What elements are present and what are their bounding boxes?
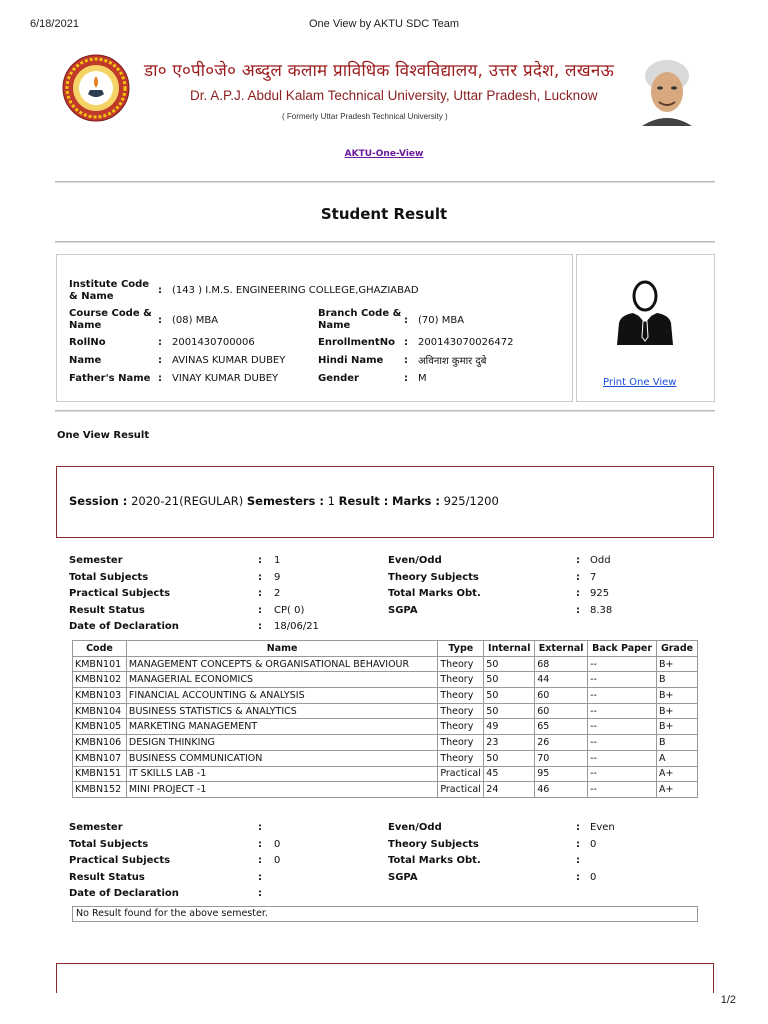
aktu-one-view-link-wrap (0, 149, 768, 159)
colon: : (258, 572, 262, 583)
institute-value: (143 ) I.M.S. ENGINEERING COLLEGE,GHAZIABAD (172, 285, 419, 296)
table-cell: KMBN151 (73, 766, 127, 782)
date-declaration-label: Date of Declaration (69, 621, 179, 632)
semester-label: Semester (69, 555, 123, 566)
university-name-english: Dr. A.P.J. Abdul Kalam Technical University, Uttar Pradesh, Lucknow (190, 88, 598, 103)
colon: : (158, 285, 162, 296)
table-cell: BUSINESS STATISTICS & ANALYTICS (126, 703, 437, 719)
marks-value: 925/1200 (443, 494, 499, 508)
name-label: Name (69, 355, 102, 366)
table-header-row (73, 641, 698, 657)
print-date: 6/18/2021 (30, 18, 79, 30)
table-cell: 65 (535, 719, 588, 735)
print-title: One View by AKTU SDC Team (309, 18, 459, 30)
sgpa-value: 8.38 (590, 605, 613, 616)
colon: : (576, 555, 580, 566)
table-cell: KMBN106 (73, 735, 127, 751)
hindi-name-value: अविनाश कुमार दुबे (418, 356, 487, 367)
table-cell: 70 (535, 750, 588, 766)
name-value: AVINAS KUMAR DUBEY (172, 355, 286, 366)
table-cell: 26 (535, 735, 588, 751)
table-cell: -- (588, 703, 657, 719)
colon: : (576, 839, 580, 850)
practical-subjects-label: Practical Subjects (69, 855, 171, 866)
table-cell: 95 (535, 766, 588, 782)
column-header: Code (73, 641, 127, 657)
total-subjects-label: Total Subjects (69, 572, 149, 583)
result-status-label: Result Status (69, 605, 145, 616)
table-cell: 46 (535, 782, 588, 798)
colon: : (404, 337, 408, 348)
table-cell: KMBN102 (73, 672, 127, 688)
colon: : (158, 337, 162, 348)
sgpa-label: SGPA (388, 872, 418, 883)
no-result-message: No Result found for the above semester. (72, 906, 698, 922)
table-cell: 44 (535, 672, 588, 688)
table-cell: KMBN152 (73, 782, 127, 798)
table-cell: MINI PROJECT -1 (126, 782, 437, 798)
date-declaration-label: Date of Declaration (69, 888, 179, 899)
hindi-name-label: Hindi Name (318, 355, 384, 366)
table-cell: -- (588, 656, 657, 672)
marks-label: Marks : (392, 494, 441, 508)
practical-subjects-label: Practical Subjects (69, 588, 171, 599)
table-cell: -- (588, 782, 657, 798)
table-cell: -- (588, 766, 657, 782)
semester-label: Semester (69, 822, 123, 833)
university-logo-icon (62, 54, 130, 122)
table-cell: MARKETING MANAGEMENT (126, 719, 437, 735)
practical-subjects-value: 0 (274, 855, 281, 866)
total-marks-label: Total Marks Obt. (388, 588, 481, 599)
table-cell: Theory (438, 688, 484, 704)
theory-subjects-label: Theory Subjects (388, 572, 479, 583)
aktu-one-view-link[interactable]: AKTU-One-View (344, 149, 424, 159)
session-label: Session : (69, 494, 128, 508)
table-cell: 49 (484, 719, 535, 735)
session-summary-line (69, 494, 499, 508)
print-one-view-link[interactable]: Print One View (603, 377, 677, 388)
table-cell: Practical (438, 766, 484, 782)
user-avatar-icon (609, 279, 681, 349)
table-cell: A (657, 750, 698, 766)
table-cell: -- (588, 672, 657, 688)
even-odd-value: Even (590, 822, 615, 833)
divider (55, 181, 715, 183)
table-cell: B+ (657, 703, 698, 719)
portrait-image (630, 52, 704, 126)
colon: : (158, 355, 162, 366)
student-info-panel (56, 254, 573, 402)
colon: : (258, 855, 262, 866)
table-cell: -- (588, 719, 657, 735)
table-cell: BUSINESS COMMUNICATION (126, 750, 437, 766)
table-cell: 60 (535, 703, 588, 719)
gender-value: M (418, 373, 427, 384)
table-cell: B+ (657, 688, 698, 704)
total-subjects-value: 0 (274, 839, 281, 850)
colon: : (576, 872, 580, 883)
colon: : (404, 373, 408, 384)
table-cell: MANAGERIAL ECONOMICS (126, 672, 437, 688)
table-cell: Theory (438, 719, 484, 735)
colon: : (258, 822, 262, 833)
rollno-label: RollNo (69, 337, 106, 348)
even-odd-label: Even/Odd (388, 555, 442, 566)
table-cell: Theory (438, 750, 484, 766)
table-cell: DESIGN THINKING (126, 735, 437, 751)
table-cell: -- (588, 750, 657, 766)
semester-1-result-table (72, 640, 698, 798)
colon: : (404, 355, 408, 366)
semesters-value: 1 (327, 494, 335, 508)
colon: : (258, 588, 262, 599)
colon: : (576, 605, 580, 616)
institute-label: Institute Code & Name (69, 279, 150, 302)
total-subjects-label: Total Subjects (69, 839, 149, 850)
colon: : (258, 888, 262, 899)
colon: : (258, 872, 262, 883)
theory-subjects-value: 7 (590, 572, 597, 583)
session-value: 2020-21(REGULAR) (131, 494, 244, 508)
result-label: Result : (338, 494, 389, 508)
table-cell: -- (588, 688, 657, 704)
table-cell: Theory (438, 735, 484, 751)
table-cell: B (657, 672, 698, 688)
table-row (73, 782, 698, 798)
table-cell: KMBN103 (73, 688, 127, 704)
table-cell: KMBN105 (73, 719, 127, 735)
table-cell: KMBN107 (73, 750, 127, 766)
colon: : (158, 315, 162, 326)
practical-subjects-value: 2 (274, 588, 281, 599)
table-row (73, 735, 698, 751)
table-cell: 24 (484, 782, 535, 798)
even-odd-label: Even/Odd (388, 822, 442, 833)
table-row (73, 719, 698, 735)
table-row (73, 750, 698, 766)
university-name-hindi: डा० ए०पी०जे० अब्दुल कलाम प्राविधिक विश्वविद्यालय, उत्तर प्रदेश, लखनऊ (144, 61, 615, 81)
table-cell: 50 (484, 688, 535, 704)
table-cell: B+ (657, 719, 698, 735)
table-cell: Practical (438, 782, 484, 798)
result-status-label: Result Status (69, 872, 145, 883)
table-cell: 45 (484, 766, 535, 782)
colon: : (404, 315, 408, 326)
branch-label: Branch Code & Name (318, 308, 402, 331)
total-marks-label: Total Marks Obt. (388, 855, 481, 866)
one-view-result-title: One View Result (57, 430, 150, 441)
column-header: Name (126, 641, 437, 657)
table-cell: 50 (484, 703, 535, 719)
date-declaration-value: 18/06/21 (274, 621, 319, 632)
table-cell: 68 (535, 656, 588, 672)
column-header: Type (438, 641, 484, 657)
course-value: (08) MBA (172, 315, 219, 326)
page-number: 1/2 (720, 994, 736, 1006)
table-cell: A+ (657, 766, 698, 782)
page-title: Student Result (320, 205, 448, 223)
table-cell: Theory (438, 672, 484, 688)
table-cell: 50 (484, 750, 535, 766)
university-banner (62, 52, 708, 132)
table-cell: -- (588, 735, 657, 751)
table-cell: IT SKILLS LAB -1 (126, 766, 437, 782)
course-label: Course Code & Name (69, 308, 152, 331)
table-row (73, 766, 698, 782)
column-header: External (535, 641, 588, 657)
enrollment-value: 200143070026472 (418, 337, 514, 348)
table-cell: A+ (657, 782, 698, 798)
table-cell: 23 (484, 735, 535, 751)
university-formerly: ( Formerly Uttar Pradesh Technical University ) (282, 112, 448, 121)
colon: : (158, 373, 162, 384)
table-cell: KMBN104 (73, 703, 127, 719)
even-odd-value: Odd (590, 555, 611, 566)
table-cell: MANAGEMENT CONCEPTS & ORGANISATIONAL BEHAVIOUR (126, 656, 437, 672)
colon: : (258, 605, 262, 616)
colon: : (576, 588, 580, 599)
branch-value: (70) MBA (418, 315, 465, 326)
column-header: Internal (484, 641, 535, 657)
table-cell: B+ (657, 656, 698, 672)
table-row (73, 688, 698, 704)
semester-value: 1 (274, 555, 281, 566)
total-marks-value: 925 (590, 588, 610, 599)
divider (55, 241, 715, 243)
colon: : (576, 855, 580, 866)
table-cell: KMBN101 (73, 656, 127, 672)
table-cell: Theory (438, 656, 484, 672)
sgpa-value: 0 (590, 872, 597, 883)
result-status-value: CP( 0) (274, 605, 305, 616)
colon: : (258, 839, 262, 850)
semesters-label: Semesters : (246, 494, 324, 508)
student-photo-panel (576, 254, 715, 402)
table-cell: B (657, 735, 698, 751)
colon: : (576, 822, 580, 833)
rollno-value: 2001430700006 (172, 337, 255, 348)
theory-subjects-value: 0 (590, 839, 597, 850)
next-session-box (56, 963, 714, 993)
father-value: VINAY KUMAR DUBEY (172, 373, 279, 384)
total-subjects-value: 9 (274, 572, 281, 583)
table-row (73, 656, 698, 672)
table-cell: FINANCIAL ACCOUNTING & ANALYSIS (126, 688, 437, 704)
colon: : (576, 572, 580, 583)
table-cell: 50 (484, 672, 535, 688)
enrollment-label: EnrollmentNo (318, 337, 395, 348)
table-cell: 60 (535, 688, 588, 704)
column-header: Back Paper (588, 641, 657, 657)
sgpa-label: SGPA (388, 605, 418, 616)
table-cell: Theory (438, 703, 484, 719)
column-header: Grade (657, 641, 698, 657)
table-row (73, 703, 698, 719)
colon: : (258, 555, 262, 566)
table-row (73, 672, 698, 688)
divider (55, 410, 715, 412)
gender-label: Gender (318, 373, 359, 384)
session-summary-box (56, 466, 714, 538)
colon: : (258, 621, 262, 632)
table-cell: 50 (484, 656, 535, 672)
father-label: Father's Name (69, 373, 151, 384)
theory-subjects-label: Theory Subjects (388, 839, 479, 850)
